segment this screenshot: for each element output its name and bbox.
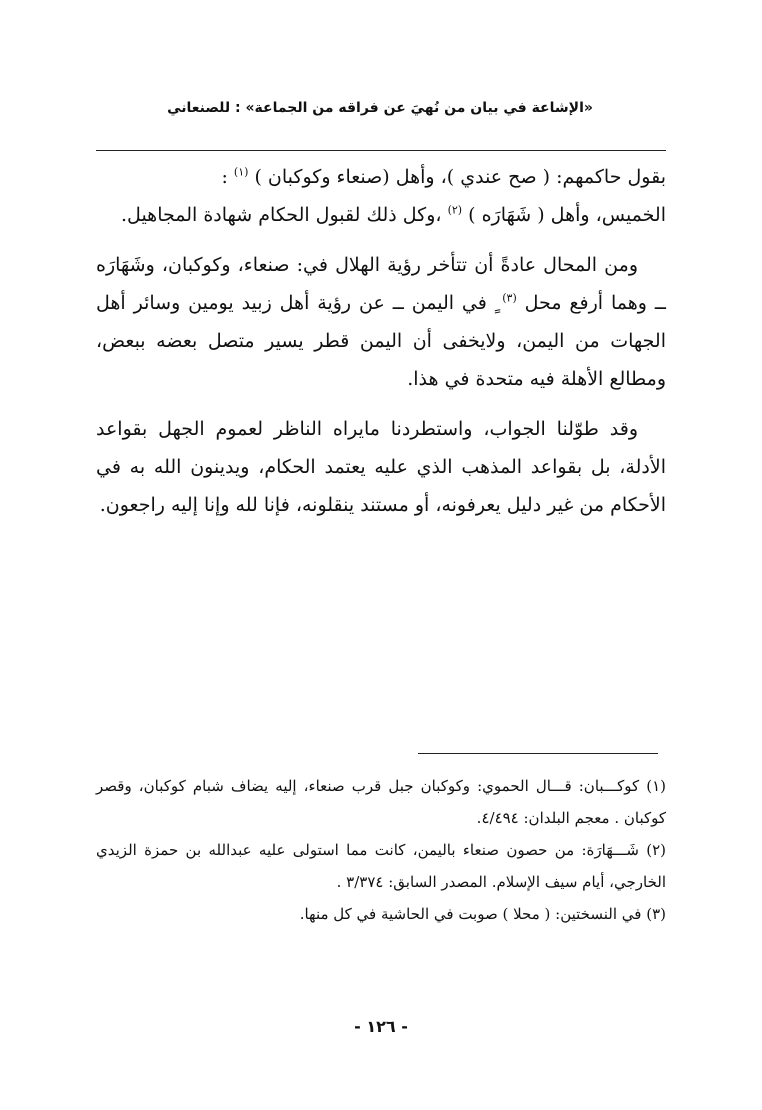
paragraph-2-text-b: ٍ في اليمن ــ عن رؤية أهل زبيد يومين وسائر أهل الجهات من اليمن، ولايخفى أن اليمن قطر يسير متصل بعضه ببعض، ومطالع الأهلة فيه متحدة في هذا. xyxy=(96,292,666,390)
footnote-marker-2: (٢) xyxy=(447,203,463,217)
paragraph-1-text-d: ،وكل ذلك لقبول الحكام شهادة المجاهيل. xyxy=(121,204,442,226)
header-rule xyxy=(96,150,666,151)
page-number: - ١٢٦ - xyxy=(354,1017,408,1036)
footnote-1: (١) كوكـــبان: قـــال الحموي: وكوكبان جبل قرب صنعاء، إليه يضاف شبام كوكبان، وقصر كوكبان . معجم البلدان: ٤/٤٩٤. xyxy=(96,777,666,827)
paragraph-2 xyxy=(96,246,666,398)
footnote-marker-3: (٣) xyxy=(502,291,517,305)
footnote-3: (٣) في النسختين: ( محلا ) صوبت في الحاشية في كل منها. xyxy=(299,905,666,923)
paragraph-1-text-a: بقول حاكمهم: ( صح عندي )، وأهل (صنعاء وكوكبان ) xyxy=(254,166,666,188)
footnotes xyxy=(96,770,666,930)
paragraph-2-text-a: ومن المحال عادةً أن تتأخر رؤية الهلال في: صنعاء، وكوكبان، وشَهَارَه ــ وهما أرفع محل xyxy=(96,254,667,314)
paragraph-1-text-c: الخميس، وأهل ( شَهَارَه ) xyxy=(468,204,666,226)
running-header: «الإشاعة في بيان من نُهيَ عن فراقه من الجماعة» : للصنعاني xyxy=(167,100,593,116)
paragraph-3: وقد طوّلنا الجواب، واستطردنا مايراه الناظر لعموم الجهل بقواعد الأدلة، بل بقواعد المذهب الذي عليه يعتمد الحكام، ويدينون الله به في الأحكام من غير دليل يعرفونه، أو مستند ينقلونه، فإنا لله وإنا إليه راجعون. xyxy=(96,418,666,516)
footnote-marker-1: (١) xyxy=(233,165,249,179)
footnote-rule xyxy=(418,753,658,754)
paragraph-1-text-b: : xyxy=(221,166,228,188)
paragraph-1 xyxy=(96,158,666,234)
main-text xyxy=(96,158,666,536)
footnote-2: (٢) شَـــهَارَة: من حصون صنعاء باليمن، كانت مما استولى عليه عبدالله بن حمزة الزيدي الخارجي، أيام سيف الإسلام. المصدر السابق: ٣/٣٧٤ . xyxy=(96,841,667,891)
